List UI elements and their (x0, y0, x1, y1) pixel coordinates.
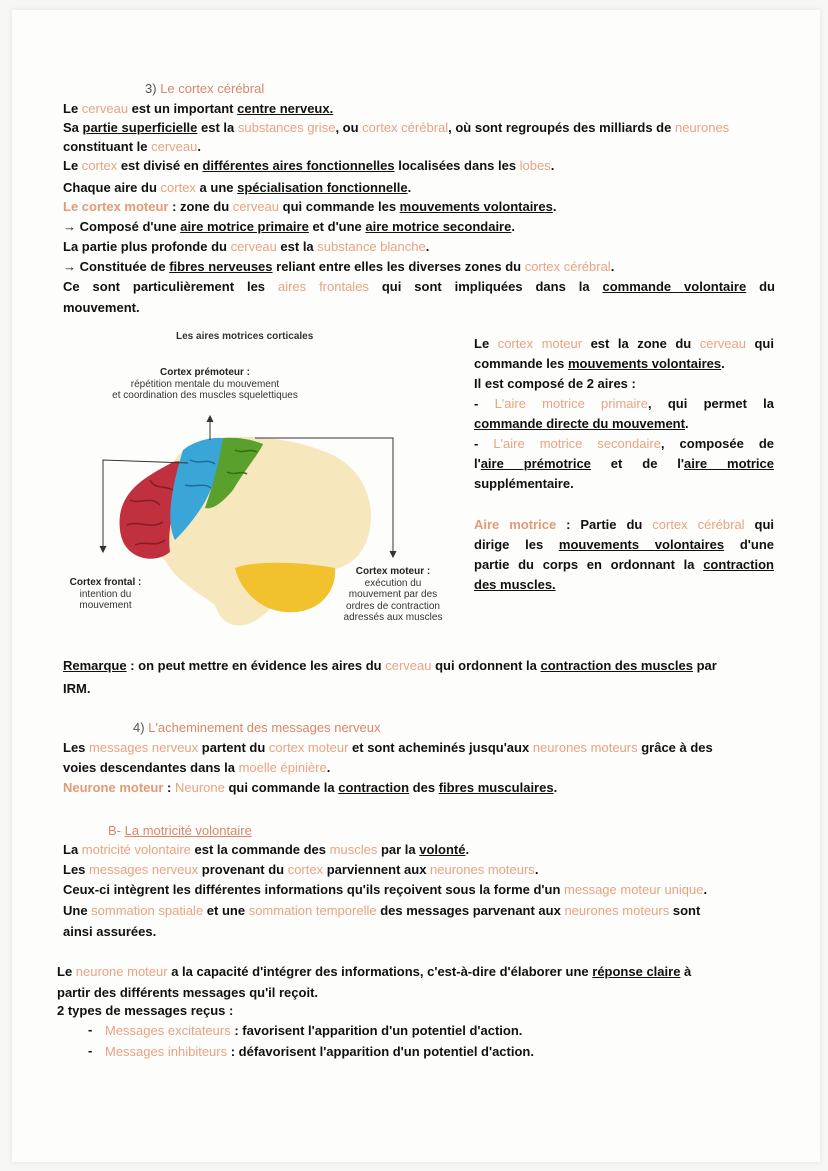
text-line: - L'aire motrice primaire, qui permet la (474, 396, 774, 411)
text-line: ainsi assurées. (63, 924, 157, 939)
figure-title: Les aires motrices corticales (176, 331, 314, 342)
text-line: Le cortex moteur est la zone du cerveau qui (474, 336, 774, 351)
text-line: des muscles. (474, 577, 556, 592)
text-line: voies descendantes dans la moelle épinière. (63, 760, 331, 775)
text-line: commande directe du mouvement. (474, 416, 689, 431)
text-line: La motricité volontaire est la commande des muscles par la volonté. (63, 842, 470, 857)
text-line: supplémentaire. (474, 476, 574, 491)
text-line: mouvement. (63, 300, 140, 315)
text-line: dirige les mouvements volontaires d'une (474, 537, 774, 552)
text-line: Neurone moteur : Neurone qui commande la contraction des fibres musculaires. (63, 780, 558, 795)
text-line: Le cortex est divisé en différentes aires fonctionnelles localisées dans les lobes. (63, 158, 555, 173)
list-item: Messages excitateurs : favorisent l'apparition d'un potentiel d'action. (105, 1023, 523, 1038)
text-line: Aire motrice : Partie du cortex cérébral qui (474, 517, 775, 532)
frontal-label: Cortex frontal : intention du mouvement (69, 577, 142, 611)
section-b-heading: B- La motricité volontaire (108, 823, 252, 838)
text-line: Il est composé de 2 aires : (474, 376, 636, 391)
text-line: Ce sont particulièrement les aires frontales qui sont impliquées dans la commande volontaire du (63, 279, 775, 294)
text-line: Ceux-ci intègrent les différentes informations qu'ils reçoivent sous la forme d'un message moteur unique. (63, 882, 708, 897)
text-line: IRM. (63, 681, 91, 696)
text-line: Le cerveau est un important centre nerveux. (63, 101, 334, 116)
right-column-def (474, 515, 774, 595)
text-line: Chaque aire du cortex a une spécialisation fonctionnelle. (63, 180, 412, 195)
text-line: → Constituée de fibres nerveuses reliant entre elles les diverses zones du cortex cérébral. (63, 259, 615, 274)
text-line: Le neurone moteur a la capacité d'intégrer des informations, c'est-à-dire d'élaborer une réponse claire à (57, 964, 692, 979)
text-line: Les messages nerveux provenant du cortex parviennent aux neurones moteurs. (63, 862, 539, 877)
text-line: 2 types de messages reçus : (57, 1003, 234, 1018)
list-item: Messages inhibiteurs : défavorisent l'apparition d'un potentiel d'action. (105, 1044, 534, 1059)
text-line: partir des différents messages qu'il reçoit. (57, 985, 319, 1000)
bullet-dash: - (88, 1022, 93, 1037)
text-line: partie du corps en ordonnant la contraction (474, 557, 774, 572)
section-4-heading: 4) L'acheminement des messages nerveux (133, 720, 381, 735)
premotor-label: Cortex prémoteur : répétition mentale du mouvement et coordination des muscles squelettiques (112, 367, 298, 401)
text-line: l'aire prémotrice et de l'aire motrice (474, 456, 774, 471)
bullet-dash: - (88, 1043, 93, 1058)
text-line: → Composé d'une aire motrice primaire et d'une aire motrice secondaire. (63, 219, 515, 234)
section-3-heading: 3) Le cortex cérébral (145, 81, 265, 96)
text-line: Sa partie superficielle est la substances grise, ou cortex cérébral, où sont regroupés des milliards de neurones (63, 120, 730, 135)
text-line: - L'aire motrice secondaire, composée de (474, 436, 774, 451)
remarque-line: Remarque : on peut mettre en évidence les aires du cerveau qui ordonnent la contraction des muscles par (63, 658, 717, 673)
text-line: commande les mouvements volontaires. (474, 356, 725, 371)
right-column (474, 334, 774, 494)
text-line: constituant le cerveau. (63, 139, 201, 154)
text-line: Le cortex moteur : zone du cerveau qui commande les mouvements volontaires. (63, 199, 557, 214)
motor-label: Cortex moteur : exécution du mouvement par des ordres de contraction adressés aux muscles (343, 566, 443, 623)
text-line: La partie plus profonde du cerveau est la substance blanche. (63, 239, 430, 254)
text-line: Les messages nerveux partent du cortex moteur et sont acheminés jusqu'aux neurones moteurs grâce à des (63, 740, 713, 755)
text-line: Une sommation spatiale et une sommation temporelle des messages parvenant aux neurones moteurs sont (63, 903, 701, 918)
